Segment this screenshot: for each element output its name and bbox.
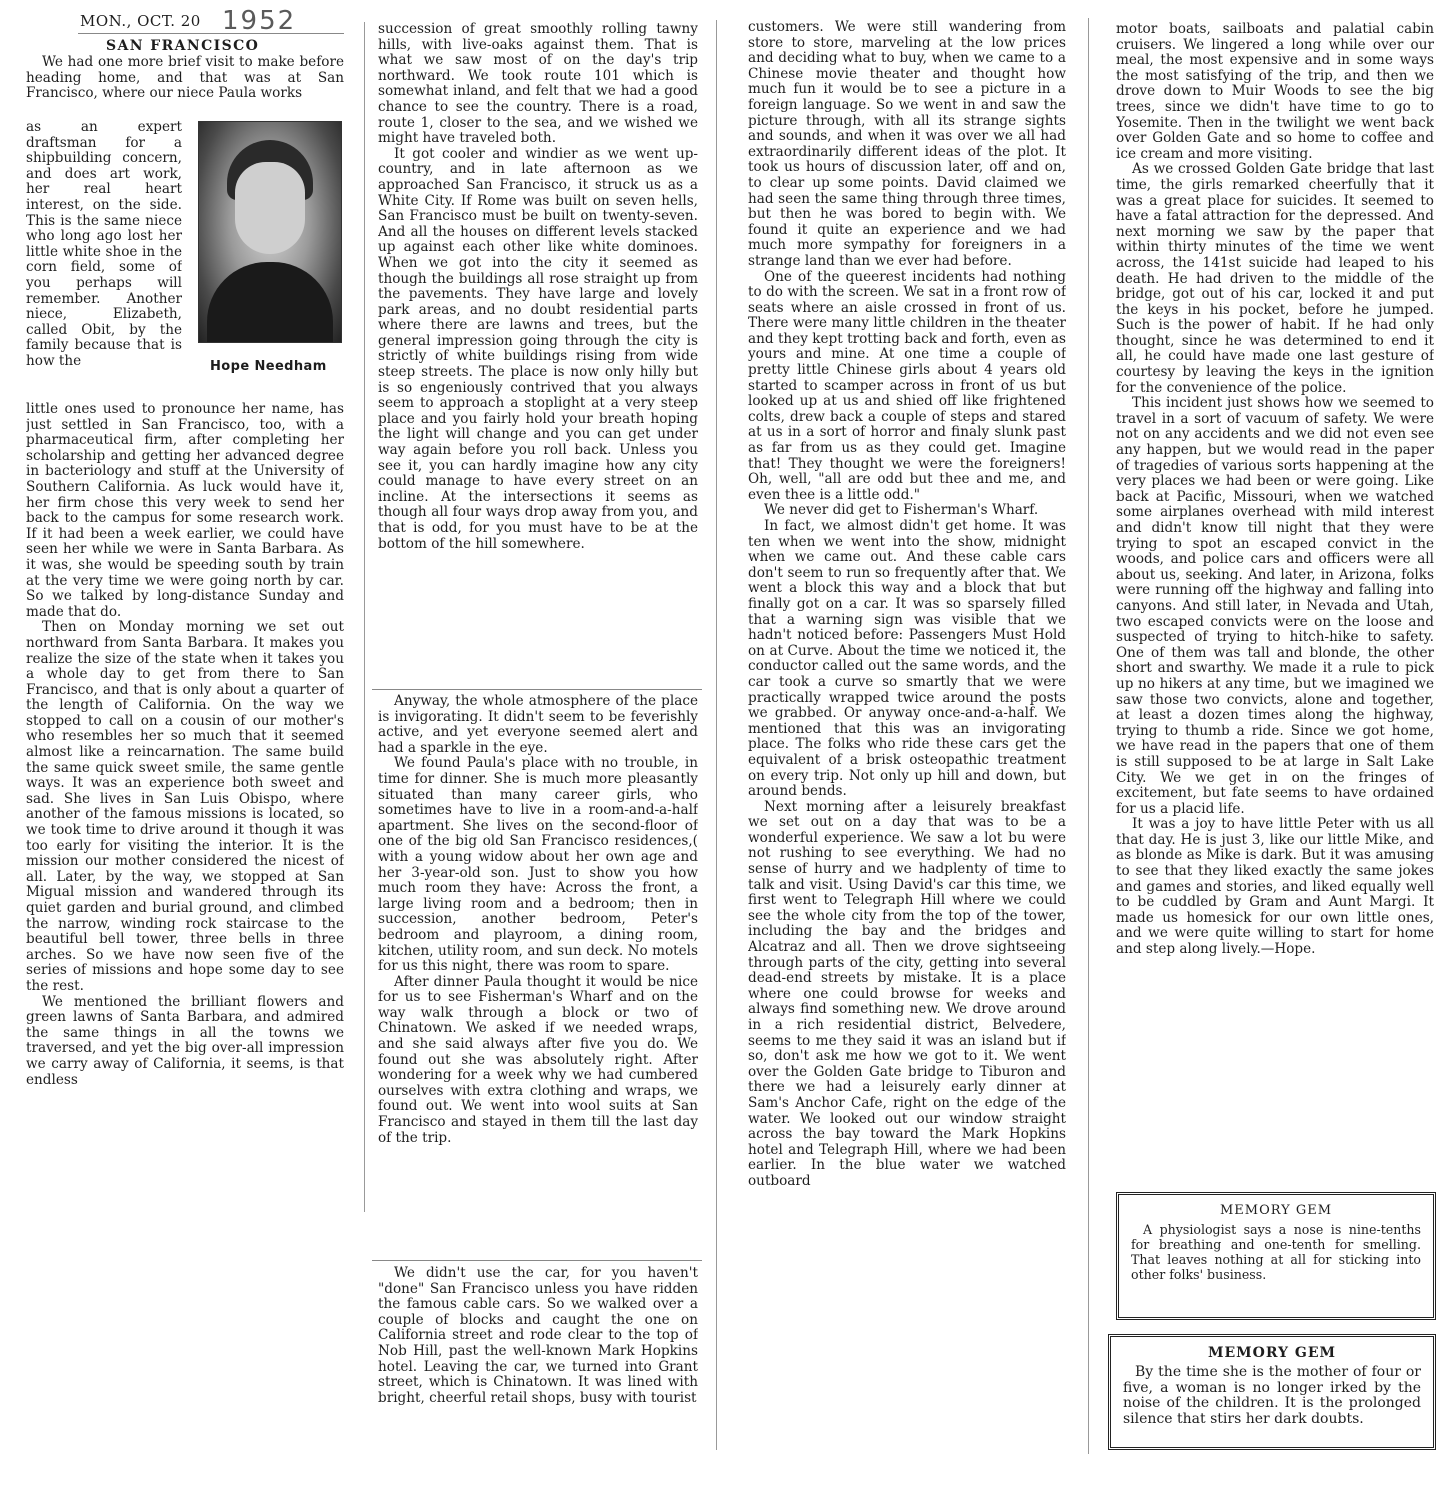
col1-wrap-paragraph: as an expert draftsman for a shipbuilding concern, and does art work, her real heart interest, on the side. This is the same niece who long ago lost her little white shoe in the corn field, some of you perhaps will remember. Another niece, Elizabeth, called Obit, by the family because that is how the <box>26 120 182 369</box>
col3-paragraph-5: Next morning after a leisurely breakfast we set out on a day that was to be a wonderful experience. We saw a lot bu were not rushing to see everything. We had no sense of hurry and we hadplenty of time to talk and visit. Using David's car this time, we first went to Telegraph Hill where we could see the whole city from the top of the tower, including the bay and the bridges and Alcatraz and all. Then we drove sightseeing through parts of the city, getting into several dead-end streets by mistake. It is a place where one could browse for weeks and always find something new. We drove around in a rich residential district, Belvedere, seems to me they said it was an island but if so, don't ask me how we got to it. We went over the Golden Gate bridge to Tiburon and there we had a leisurely early dinner at Sam's Anchor Cafe, right on the edge of the water. We looked out our window straight across the bay toward the Mark Hopkins hotel and Telegraph Hill, where we had been earlier. In the blue water we watched outboard <box>748 798 1066 1189</box>
col3-paragraph-3: We never did get to Fisherman's Wharf. <box>764 502 1039 519</box>
memory-gem-box-1 <box>1116 1192 1436 1320</box>
column-divider-1 <box>364 22 365 1212</box>
clip-separator-1 <box>372 689 702 690</box>
headline: SAN FRANCISCO <box>106 38 260 54</box>
clip-separator-2 <box>372 1260 702 1261</box>
col4-paragraph-4: It was a joy to have little Peter with us all that day. He is just 3, like our little Mike, and as blonde as Mike is dark. But it was amusing to see that they liked exactly the same jokes and games and stories, and liked equally well to be cuddled by Gram and Aunt Margi. It made us homesick for our own little ones, and we were quite willing to start for home and step along lively.—Hope. <box>1116 816 1434 958</box>
column-1-wrap <box>26 120 182 402</box>
photo-caption: Hope Needham <box>210 359 327 374</box>
column-1-main <box>26 402 344 1212</box>
column-divider-3 <box>1088 18 1089 1454</box>
col3-paragraph-1: customers. We were still wandering from store to store, marveling at the low prices and deciding what to buy, when we came to a Chinese movie theater and thought how much fun it would be to see a picture in a foreign language. So we went in and saw the picture through, with all its strange sights and sounds, and when it was over we all had extraordinarily different ideas of the plot. It took us hours of discussion later, off and on, to clear up some points. David claimed we had seen the same thing through three times, but then he was bored to begin with. We found it quite an experience and we had much more sympathy for foreigners in a strange land than we ever had before. <box>748 20 1066 269</box>
memory-gem-1-title: MEMORY GEM <box>1219 1203 1333 1218</box>
col2-paragraph-6: We didn't use the car, for you haven't "done" San Francisco unless you have ridden the famous cable cars. So we walked over a couple of blocks and caught the one on California street and rode clear to the top of Nob Hill, past the well-known Mark Hopkins hotel. Leaving the car, we turned into Grant street, which is Chinatown. It was lined with bright, cheerful retail shops, busy with tourist <box>378 1266 698 1406</box>
date-line: MON., OCT. 20 <box>80 12 201 30</box>
col3-paragraph-4: In fact, we almost didn't get home. It was ten when we went into the show, midnight when we came out. And these cable cars don't seem to run so frequently after that. We went a block this way and a block that but finally got on a car. It was so sparsely filled that a warning sign was visible that we hadn't noticed before: Passengers Must Hold on at Curve. About the time we noticed it, the conductor called out the same words, and the car took a curve so smartly that we were practically wrapped twice around the posts we grabbed. Or anyway once-and-a-half. We mentioned that this was an invigorating place. The folks who ride these cars get the equivalent of a brisk osteopathic treatment on every trip. Not only up hill and down, but around bends. <box>748 518 1066 800</box>
col2-paragraph-4: We found Paula's place with no trouble, in time for dinner. She is much more pleasantly situated than many career girls, who sometimes have to live in a room-and-a-half apartment. She lives on the second-floor of one of the big old San Francisco residences,( with a young widow about her own age and her 3-year-old son. Just to show you how much room they have: Across the front, a large living room and a bedroom; then in succession, another bedroom, Peter's bedroom and playroom, a dining room, kitchen, utility room, and sun deck. No motels for us this night, there was room to spare. <box>378 755 698 975</box>
column-4 <box>1116 22 1434 1198</box>
col3-paragraph-2: One of the queerest incidents had nothing to do with the screen. We sat in a front row of seats where an aisle crossed in front of us. There were many little children in the theater and they kept trotting back and forth, even as yours and mine. At one time a couple of pretty little Chinese girls about 4 years old started to scamper across in front of us but looked up at us and shied off like frightened colts, drew back a couple of steps and stared at us in a sort of horror and finaly slunk past as far from us as they could get. Imagine that! They thought we were the foreigners! Oh, well, "all are odd but thee and me, and even thee is a little odd." <box>748 268 1066 503</box>
memory-gem-2-text: By the time she is the mother of four or five, a woman is no longer irked by the noise of the children. It is the prolonged silence that stirs her dark doubts. <box>1123 1364 1421 1427</box>
memory-gem-2-title: MEMORY GEM <box>1207 1345 1337 1361</box>
col1-paragraph-3: We mentioned the brilliant flowers and green lawns of Santa Barbara, and admired the same things in all the towns we traversed, and yet the big over-all impression we carry away of California, it seems, is that endless <box>26 993 344 1088</box>
column-1-intro <box>26 55 344 119</box>
column-3 <box>748 20 1066 1452</box>
memory-gem-1-text: A physiologist says a nose is nine-tenths for breathing and one-tenth for smelling. That leaves nothing at all for sticking into other folks' business. <box>1131 1222 1421 1282</box>
column-2-part-1 <box>378 22 698 668</box>
col1-paragraph-1: little ones used to pronounce her name, has just settled in San Francisco, too, with a pharmaceutical firm, after completing her scholarship and getting her advanced degree in bacteriology and stuff at the University of Southern California. As luck would have it, her firm chose this very week to send her back to the campus for some research work. If it had been a week earlier, we could have seen her while we were in Santa Barbara. As it was, she would be speeding south by train at the very time we were going north by car. So we talked by long-distance Sunday and made that do. <box>26 402 344 620</box>
photo-face <box>235 162 305 254</box>
column-2-part-2 <box>378 694 698 1246</box>
memory-gem-box-2 <box>1108 1334 1436 1450</box>
handwritten-year: 1952 <box>222 6 297 36</box>
column-divider-2 <box>716 20 717 1450</box>
author-photo <box>198 121 342 343</box>
col2-paragraph-1: succession of great smoothly rolling tawny hills, with live-oaks against them. That is what we saw most of on the day's trip northward. We took route 101 which is somewhat inland, and felt that we had a good chance to see the country. There is a road, route 1, closer to the sea, and we wished we might have traveled both. <box>378 22 698 147</box>
col4-paragraph-2: As we crossed Golden Gate bridge that last time, the girls remarked cheerfully that it was a great place for suicides. It seemed to have a fatal attraction for the depressed. And next morning we saw by the paper that within thirty minutes of the time we went across, the 141st suicide had leaped to his death. He had driven to the middle of the bridge, got out of his car, locked it and put the keys in his pocket, before he jumped. Such is the power of habit. If he had only thought, since he was determined to end it all, he could have made one last gesture of courtesy by leaving the keys in the ignition for the convenience of the police. <box>1116 161 1434 396</box>
col2-paragraph-3: Anyway, the whole atmosphere of the place is invigorating. It didn't seem to be feverishly active, and yet everyone seemed alert and had a sparkle in the eye. <box>378 694 698 756</box>
col2-paragraph-5: After dinner Paula thought it would be nice for us to see Fisherman's Wharf and on the way walk through a block or two of Chinatown. We asked if we needed wraps, and she said always after five you do. We found out she was absolutely right. After wondering for a week why we had cumbered ourselves with extra clothing and wraps, we found out. We went into wool suits at San Francisco and stayed in them till the last day of the trip. <box>378 973 698 1146</box>
col4-paragraph-1: motor boats, sailboats and palatial cabin cruisers. We lingered a long while over our meal, the most expensive and in some ways the most satisfying of the trip, and then we drove down to Muir Woods to see the big trees, since we didn't have time to go to Yosemite. Then in the twilight we went back over Golden Gate and so home to coffee and ice cream and more visiting. <box>1116 22 1434 162</box>
col1-intro-paragraph: We had one more brief visit to make before heading home, and that was at San Francisco, where our niece Paula works <box>26 55 344 102</box>
column-2-part-3 <box>378 1266 698 1446</box>
photo-body <box>207 262 333 342</box>
col1-paragraph-2: Then on Monday morning we set out northward from Santa Barbara. It makes you realize the size of the state when it takes you a whole day to get from there to San Francisco, and that is only about a quarter of the length of California. On the way we stopped to call on a cousin of our mother's who resembles her so much that it seemed almost like a reincarnation. The same build the same quick sweet smile, the same gentle ways. It was an experience both sweet and sad. She lives in San Luis Obispo, where another of the famous missions is located, so we took time to drive around it though it was too early for visiting the interior. It is the mission our mother considered the nicest of all. Later, by the way, we stopped at San Migual mission and wandered through its quiet garden and burial ground, and climbed the narrow, winding rock staircase to the beautiful bell tower, three bells in three arches. So we have now seen five of the series of missions and hope some day to see the rest. <box>26 619 344 994</box>
header-rule <box>78 33 344 34</box>
col4-paragraph-3: This incident just shows how we seemed to travel in a sort of vacuum of safety. We were not on any accidents and we did not even see any happen, but we would read in the paper of tragedies of various sorts happening at the very places we had been or were going. Like back at Pacific, Missouri, when we watched some airplanes overhead with mild interest and didn't know till night that they were trying to spot an escaped convict in the woods, and police cars and officers were all about us, seeking. And later, in Arizona, folks were running off the highway and falling into canyons. And still later, in Nevada and Utah, two escaped convicts were on the loose and suspected of trying to hitch-hike to safety. One of them was tall and blonde, the other short and swarthy. We made it a rule to pick up no hikers at any time, but we imagined we saw those two convicts, alone and together, at least a dozen times along the highway, trying to thumb a ride. Since we got home, we have read in the papers that one of them is still supposed to be at large in Salt Lake City. We we get in on the fringes of excitement, but fate seems to have ordained for us a placid life. <box>1116 395 1434 817</box>
col2-paragraph-2: It got cooler and windier as we went up-country, and in late afternoon as we approached San Francisco, it struck us as a White City. If Rome was built on seven hells, San Francisco must be built on twenty-seven. And all the houses on different levels stacked up against each other like white dominoes. When we got into the city it seemed as though the buildings all rose straight up from the pavements. They have large and lovely park areas, and no doubt residential parts where there are lawns and trees, but the general impression going through the city is strictly of white buildings rising from wide steep streets. The place is now only hilly but is so engeniously contrived that you always seem to approach a stoplight at a very steep place and you fairly hold your breath hoping the light will change and you can get under way again before you roll back. Unless you see it, you can hardly imagine how any city could manage to have every street on an incline. At the intersections it seems as though all four ways drop away from you, and that is odd, for you must have to be at the bottom of the hill somewhere. <box>378 145 698 552</box>
